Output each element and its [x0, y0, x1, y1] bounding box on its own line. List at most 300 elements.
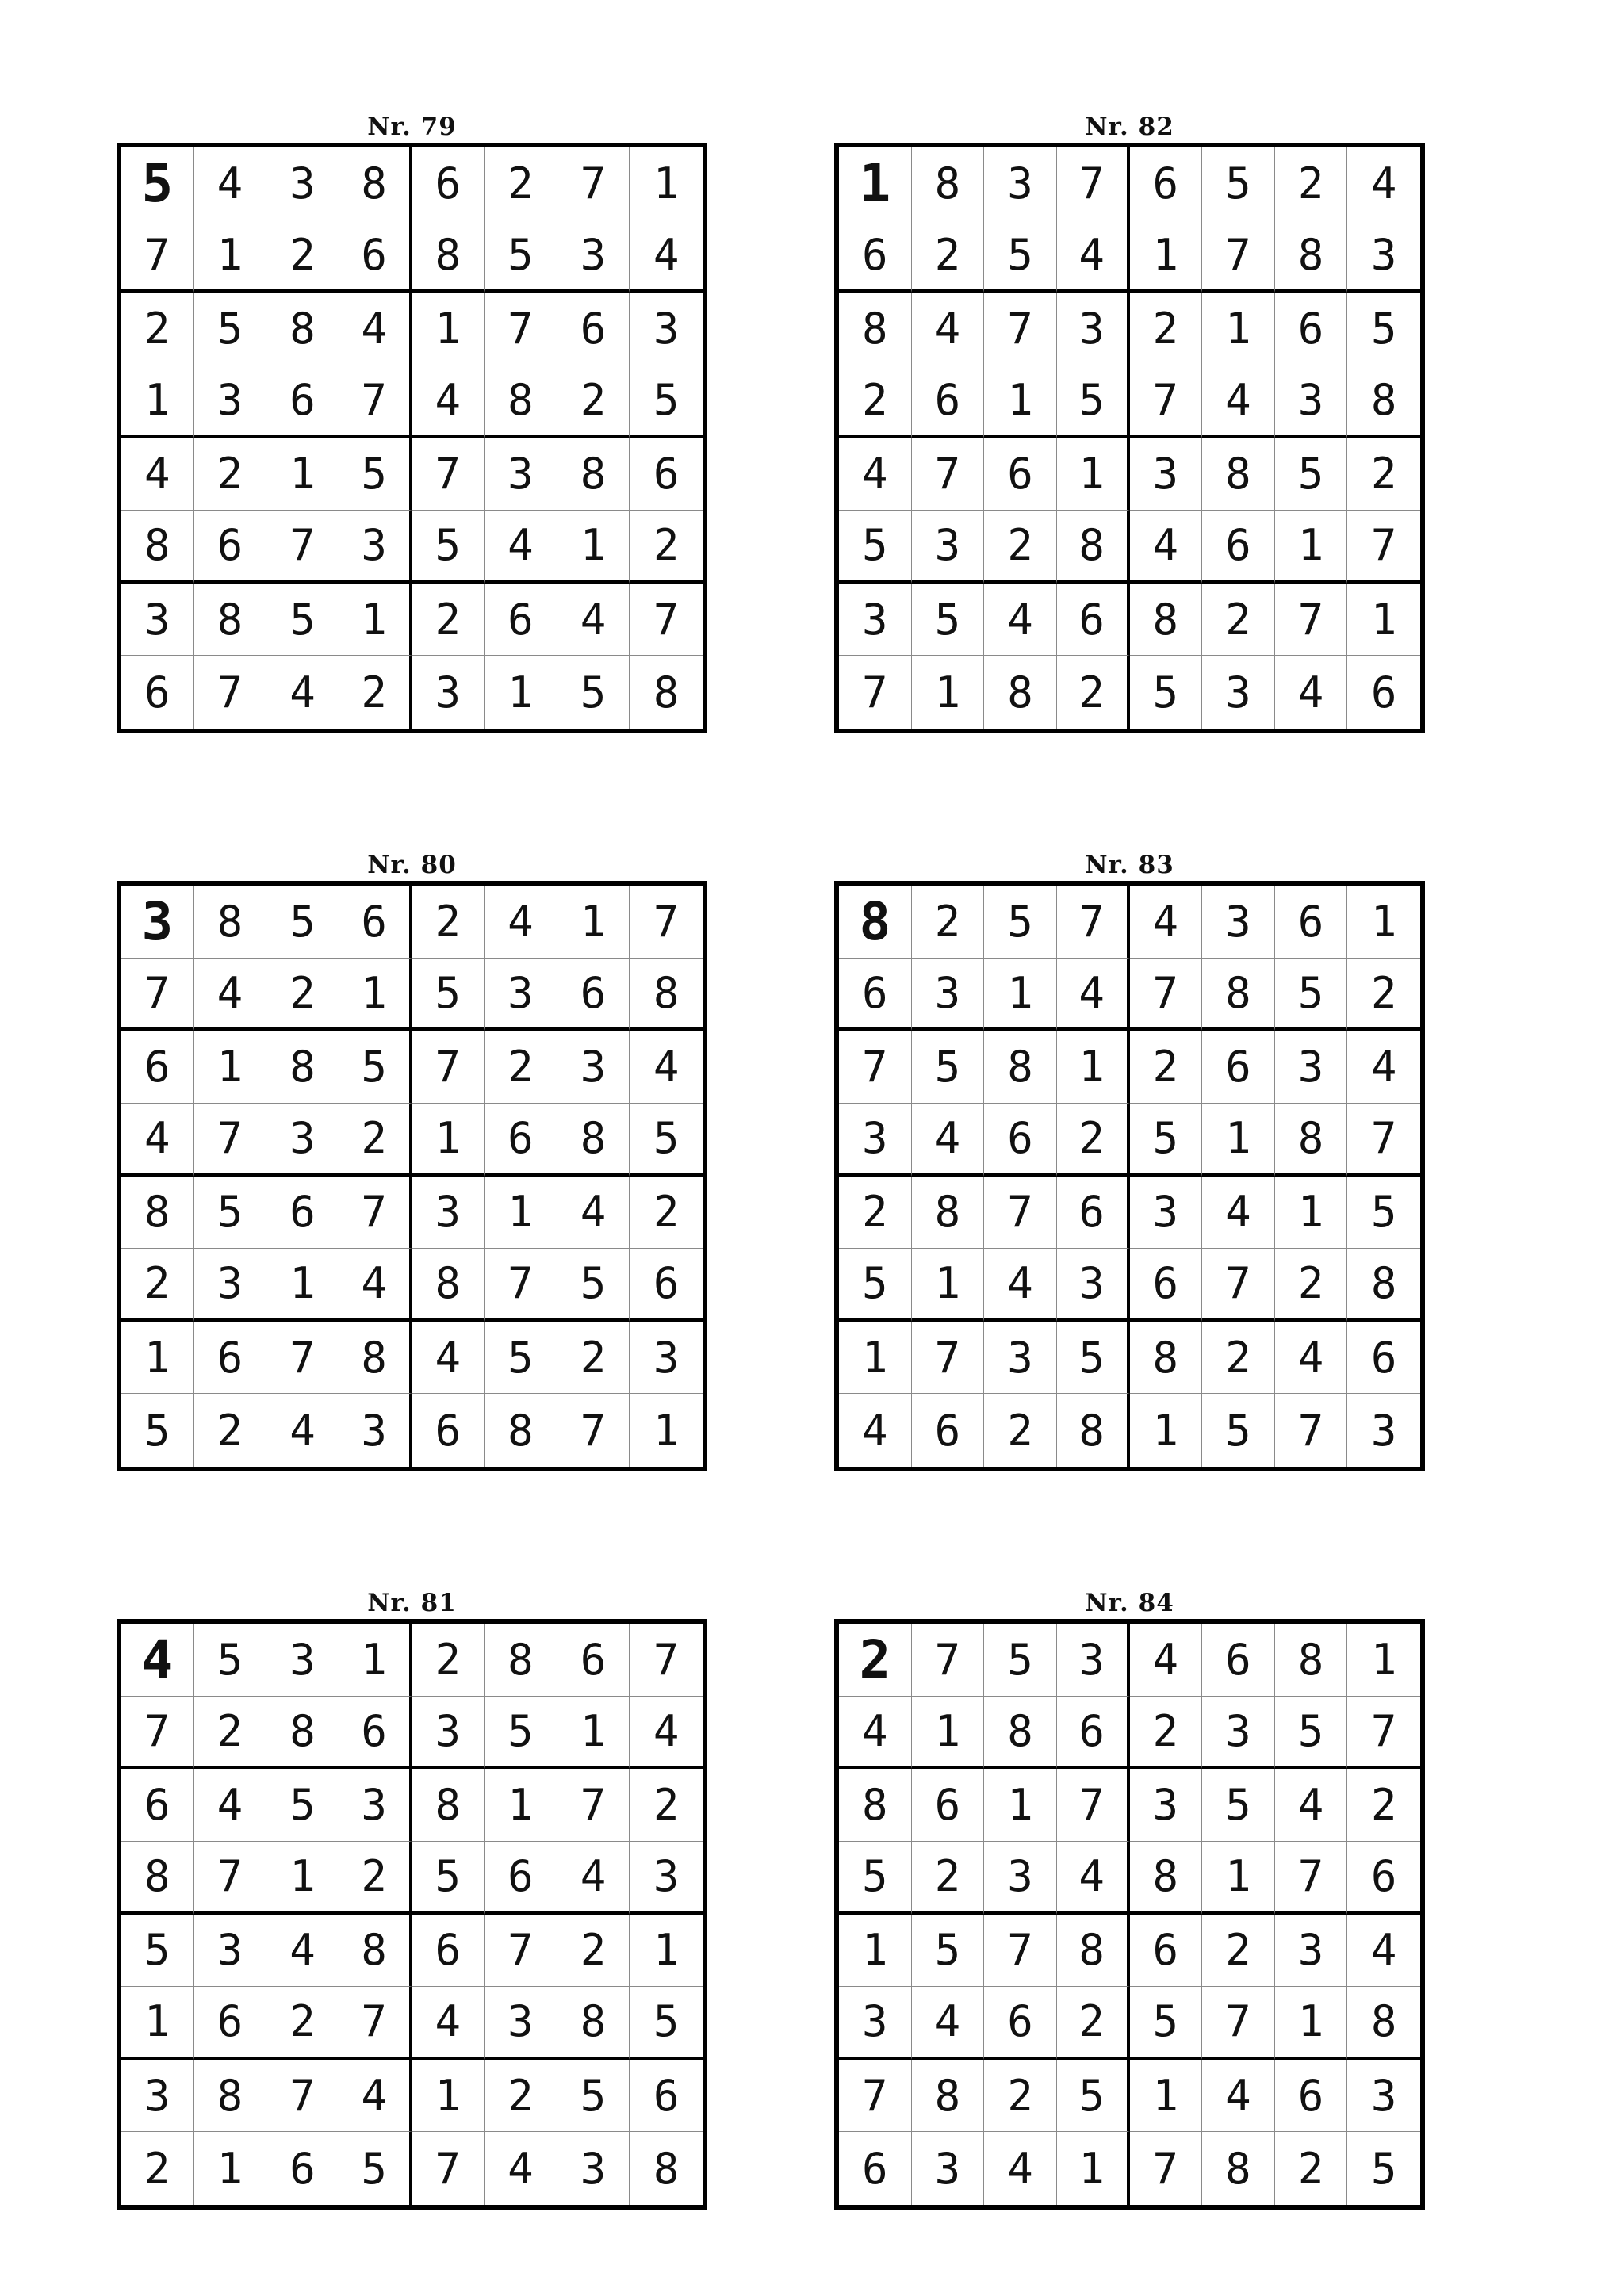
grid-cell: 6: [194, 1987, 267, 2060]
grid-cell: 3: [121, 2060, 194, 2133]
grid-cell: 5: [1275, 959, 1348, 1031]
grid-cell: 4: [557, 1177, 630, 1249]
grid-cell: 5: [1130, 1104, 1203, 1177]
grid-cell: 8: [121, 1177, 194, 1249]
grid-cell: 3: [1347, 2060, 1420, 2133]
grid-cell: 4: [1347, 147, 1420, 220]
grid-cell: 3: [1202, 886, 1275, 959]
grid-cell: 4: [121, 438, 194, 511]
sudoku-grid: [834, 881, 1425, 1471]
grid-cell: 1: [194, 1031, 267, 1104]
grid-cell: 1: [194, 220, 267, 293]
grid-cell: 1: [839, 147, 912, 220]
grid-cell: 5: [1347, 293, 1420, 365]
grid-cell: 6: [121, 656, 194, 729]
grid-cell: 5: [839, 511, 912, 584]
grid-cell: 7: [121, 959, 194, 1031]
grid-cell: 5: [557, 1249, 630, 1322]
grid-cell: 7: [839, 2060, 912, 2133]
grid-cell: 1: [412, 293, 485, 365]
grid-cell: 3: [194, 365, 267, 438]
grid-cell: 1: [630, 147, 703, 220]
grid-cell: 5: [1130, 1987, 1203, 2060]
grid-cell: 2: [1202, 584, 1275, 656]
grid-cell: 1: [339, 959, 412, 1031]
grid-cell: 2: [912, 1842, 985, 1915]
grid-cell: 7: [1275, 584, 1348, 656]
grid-cell: 4: [630, 1697, 703, 1770]
grid-cell: 2: [1057, 1987, 1130, 2060]
grid-cell: 4: [1202, 1177, 1275, 1249]
grid-cell: 5: [984, 886, 1057, 959]
grid-cell: 5: [194, 293, 267, 365]
grid-cell: 8: [1275, 220, 1348, 293]
grid-cell: 6: [1057, 1177, 1130, 1249]
grid-cell: 7: [1202, 1987, 1275, 2060]
grid-cell: 5: [839, 1249, 912, 1322]
grid-cell: 1: [485, 1769, 557, 1842]
grid-cell: 7: [194, 1842, 267, 1915]
grid-cell: 2: [194, 438, 267, 511]
grid-cell: 6: [339, 220, 412, 293]
grid-cell: 6: [121, 1769, 194, 1842]
grid-cell: 5: [412, 511, 485, 584]
grid-cell: 1: [1202, 1842, 1275, 1915]
grid-cell: 7: [1347, 1697, 1420, 1770]
grid-cell: 6: [557, 1624, 630, 1697]
grid-cell: 7: [1202, 1249, 1275, 1322]
grid-cell: 1: [412, 2060, 485, 2133]
grid-cell: 8: [839, 1769, 912, 1842]
grid-cell: 3: [630, 1842, 703, 1915]
sudoku-grid: [117, 143, 707, 733]
grid-cell: 8: [266, 1031, 339, 1104]
grid-cell: 4: [984, 2132, 1057, 2205]
grid-cell: 7: [121, 220, 194, 293]
grid-cell: 4: [1130, 511, 1203, 584]
grid-cell: 2: [984, 511, 1057, 584]
grid-cell: 8: [1202, 2132, 1275, 2205]
grid-cell: 1: [1057, 2132, 1130, 2205]
grid-cell: 4: [1275, 656, 1348, 729]
grid-cell: 6: [1202, 1031, 1275, 1104]
grid-cell: 7: [266, 511, 339, 584]
grid-cell: 4: [266, 656, 339, 729]
grid-cell: 6: [557, 293, 630, 365]
grid-cell: 6: [557, 959, 630, 1031]
grid-cell: 7: [1347, 511, 1420, 584]
grid-cell: 1: [1347, 1624, 1420, 1697]
grid-cell: 4: [630, 220, 703, 293]
grid-cell: 7: [339, 365, 412, 438]
grid-cell: 8: [557, 1104, 630, 1177]
grid-cell: 1: [653, 1405, 680, 1456]
grid-cell: 2: [557, 365, 630, 438]
grid-cell: 3: [266, 147, 339, 220]
grid-cell: 6: [1347, 1842, 1420, 1915]
sudoku-grid: [834, 143, 1425, 733]
grid-cell: 2: [1347, 438, 1420, 511]
grid-cell: 5: [339, 2132, 412, 2205]
grid-cell: 8: [839, 886, 912, 959]
grid-cell: 4: [266, 1394, 339, 1467]
grid-cell: 5: [194, 1177, 267, 1249]
grid-cell: 5: [912, 1915, 985, 1988]
grid-cell: 3: [1370, 1405, 1397, 1456]
grid-cell: 5: [339, 438, 412, 511]
grid-cell: 4: [630, 1031, 703, 1104]
grid-cell: 7: [557, 1769, 630, 1842]
grid-cell: 6: [485, 584, 557, 656]
grid-cell: 8: [984, 1697, 1057, 1770]
grid-cell: 3: [557, 2132, 630, 2205]
grid-cell: 4: [557, 1842, 630, 1915]
grid-cell: 7: [412, 2132, 485, 2205]
grid-cell: 7: [912, 1624, 985, 1697]
grid-cell: 3: [630, 293, 703, 365]
grid-cell: 2: [266, 959, 339, 1031]
grid-cell: 8: [912, 1177, 985, 1249]
grid-cell: 8: [1275, 1104, 1348, 1177]
grid-cell: 3: [339, 1769, 412, 1842]
grid-cell: 1: [412, 1104, 485, 1177]
grid-cell: 8: [485, 1394, 557, 1467]
grid-cell: 7: [984, 1177, 1057, 1249]
grid-cell: 5: [984, 220, 1057, 293]
grid-cell: 3: [1130, 1769, 1203, 1842]
grid-cell: 3: [1275, 365, 1348, 438]
grid-cell: 2: [412, 584, 485, 656]
grid-cell: 1: [1275, 1987, 1348, 2060]
grid-cell: 4: [1130, 886, 1203, 959]
grid-cell: 5: [1057, 1322, 1130, 1395]
grid-cell: 1: [630, 1915, 703, 1988]
grid-cell: 8: [1202, 959, 1275, 1031]
grid-cell: 4: [557, 584, 630, 656]
grid-cell: 5: [1057, 365, 1130, 438]
grid-cell: 6: [1275, 293, 1348, 365]
grid-cell: 7: [630, 1624, 703, 1697]
grid-cell: 7: [984, 293, 1057, 365]
grid-cell: 7: [1275, 1842, 1348, 1915]
grid-cell: 8: [984, 656, 1057, 729]
grid-cell: 2: [266, 1987, 339, 2060]
sudoku-grid: [117, 1619, 707, 2210]
sudoku-grid: [117, 881, 707, 1471]
grid-cell: 8: [653, 2143, 680, 2194]
grid-cell: 1: [912, 1249, 985, 1322]
grid-cell: 8: [194, 886, 267, 959]
grid-cell: 1: [1057, 1031, 1130, 1104]
grid-cell: 2: [485, 147, 557, 220]
grid-cell: 2: [412, 886, 485, 959]
grid-cell: 8: [339, 1322, 412, 1395]
grid-cell: 6: [839, 220, 912, 293]
grid-cell: 8: [1202, 438, 1275, 511]
puzzle-title: Nr. 81: [367, 1589, 457, 1617]
grid-cell: 5: [630, 1987, 703, 2060]
grid-cell: 8: [1275, 1624, 1348, 1697]
grid-cell: 1: [1130, 2060, 1203, 2133]
grid-cell: 7: [912, 438, 985, 511]
grid-cell: 7: [1057, 147, 1130, 220]
puzzle-title: Nr. 79: [367, 113, 457, 141]
grid-cell: 3: [912, 511, 985, 584]
grid-cell: 5: [1130, 656, 1203, 729]
grid-cell: 5: [839, 1842, 912, 1915]
grid-cell: 1: [194, 2132, 267, 2205]
grid-cell: 8: [1130, 1322, 1203, 1395]
grid-cell: 7: [912, 1322, 985, 1395]
grid-cell: 5: [1275, 1697, 1348, 1770]
grid-cell: 1: [1347, 584, 1420, 656]
grid-cell: 1: [984, 365, 1057, 438]
grid-cell: 8: [194, 2060, 267, 2133]
grid-cell: 7: [485, 1249, 557, 1322]
grid-cell: 2: [630, 1177, 703, 1249]
puzzle-title: Nr. 84: [1085, 1589, 1174, 1617]
grid-cell: 6: [984, 438, 1057, 511]
grid-cell: 3: [839, 584, 912, 656]
grid-cell: 5: [630, 1104, 703, 1177]
grid-cell: 3: [485, 1987, 557, 2060]
grid-cell: 8: [121, 511, 194, 584]
grid-cell: 6: [485, 1842, 557, 1915]
grid-cell: 6: [1275, 886, 1348, 959]
grid-cell: 4: [912, 293, 985, 365]
grid-cell: 3: [485, 959, 557, 1031]
grid-cell: 5: [1202, 1769, 1275, 1842]
grid-cell: 7: [1130, 2132, 1203, 2205]
grid-cell: 2: [1202, 1915, 1275, 1988]
grid-cell: 7: [485, 1915, 557, 1988]
grid-cell: 5: [557, 2060, 630, 2133]
grid-cell: 3: [1275, 1031, 1348, 1104]
grid-cell: 2: [194, 1697, 267, 1770]
grid-cell: 4: [912, 1104, 985, 1177]
grid-cell: 7: [1130, 959, 1203, 1031]
grid-cell: 2: [339, 656, 412, 729]
grid-cell: 2: [1202, 1322, 1275, 1395]
grid-cell: 5: [1202, 1394, 1275, 1467]
grid-cell: 5: [339, 1031, 412, 1104]
grid-cell: 1: [557, 886, 630, 959]
grid-cell: 8: [1057, 1915, 1130, 1988]
grid-cell: 3: [266, 1104, 339, 1177]
grid-cell: 5: [1202, 147, 1275, 220]
grid-cell: 2: [485, 1031, 557, 1104]
grid-cell: 8: [839, 293, 912, 365]
grid-cell: 8: [653, 667, 680, 718]
grid-cell: 3: [339, 1394, 412, 1467]
grid-cell: 7: [1057, 886, 1130, 959]
grid-cell: 8: [630, 959, 703, 1031]
grid-cell: 1: [485, 1177, 557, 1249]
grid-cell: 5: [912, 1031, 985, 1104]
grid-cell: 2: [839, 1177, 912, 1249]
grid-cell: 6: [630, 1249, 703, 1322]
grid-cell: 7: [1202, 220, 1275, 293]
grid-cell: 3: [266, 1624, 339, 1697]
grid-cell: 4: [1057, 1842, 1130, 1915]
grid-cell: 4: [984, 584, 1057, 656]
grid-cell: 5: [912, 584, 985, 656]
grid-cell: 2: [839, 1624, 912, 1697]
grid-cell: 2: [266, 220, 339, 293]
grid-cell: 2: [1275, 147, 1348, 220]
grid-cell: 2: [1347, 959, 1420, 1031]
grid-cell: 2: [557, 1915, 630, 1988]
grid-cell: 1: [984, 1769, 1057, 1842]
grid-cell: 3: [412, 1697, 485, 1770]
grid-cell: 4: [1202, 365, 1275, 438]
grid-cell: 1: [1275, 511, 1348, 584]
grid-cell: 3: [339, 511, 412, 584]
grid-cell: 4: [1057, 220, 1130, 293]
grid-cell: 5: [485, 1322, 557, 1395]
grid-cell: 6: [1202, 511, 1275, 584]
grid-cell: 3: [412, 656, 485, 729]
grid-cell: 7: [630, 886, 703, 959]
grid-cell: 1: [339, 584, 412, 656]
grid-cell: 6: [630, 2060, 703, 2133]
grid-cell: 4: [1057, 959, 1130, 1031]
grid-cell: 2: [339, 1842, 412, 1915]
grid-cell: 7: [557, 1394, 630, 1467]
grid-cell: 3: [1130, 438, 1203, 511]
grid-cell: 8: [1057, 511, 1130, 584]
grid-cell: 4: [194, 1769, 267, 1842]
grid-cell: 3: [912, 2132, 985, 2205]
grid-cell: 6: [839, 2132, 912, 2205]
grid-cell: 6: [194, 1322, 267, 1395]
grid-cell: 2: [1130, 1031, 1203, 1104]
grid-cell: 5: [412, 1842, 485, 1915]
grid-cell: 6: [1130, 1915, 1203, 1988]
grid-cell: 4: [485, 886, 557, 959]
grid-cell: 2: [485, 2060, 557, 2133]
grid-cell: 5: [1347, 1177, 1420, 1249]
grid-cell: 8: [121, 1842, 194, 1915]
grid-cell: 1: [266, 438, 339, 511]
grid-cell: 5: [412, 959, 485, 1031]
grid-cell: 1: [1057, 438, 1130, 511]
grid-cell: 2: [121, 1249, 194, 1322]
grid-cell: 8: [266, 1697, 339, 1770]
grid-cell: 4: [485, 2132, 557, 2205]
grid-cell: 1: [1130, 220, 1203, 293]
grid-cell: 6: [412, 147, 485, 220]
grid-cell: 8: [1347, 1987, 1420, 2060]
grid-cell: 2: [630, 1769, 703, 1842]
grid-cell: 8: [1130, 1842, 1203, 1915]
grid-cell: 1: [839, 1322, 912, 1395]
grid-cell: 2: [412, 1624, 485, 1697]
grid-cell: 8: [912, 147, 985, 220]
grid-cell: 2: [1130, 293, 1203, 365]
grid-cell: 7: [121, 1697, 194, 1770]
grid-cell: 3: [984, 1322, 1057, 1395]
grid-cell: 2: [194, 1394, 267, 1467]
puzzle-title: Nr. 80: [367, 851, 457, 879]
grid-cell: 4: [984, 1249, 1057, 1322]
grid-cell: 8: [485, 1624, 557, 1697]
grid-cell: 1: [912, 656, 985, 729]
grid-cell: 6: [266, 2132, 339, 2205]
grid-cell: 1: [1202, 1104, 1275, 1177]
grid-cell: 6: [912, 1394, 985, 1467]
grid-cell: 1: [121, 365, 194, 438]
grid-cell: 1: [839, 1915, 912, 1988]
grid-cell: 3: [839, 1987, 912, 2060]
grid-cell: 1: [266, 1249, 339, 1322]
grid-cell: 1: [1275, 1177, 1348, 1249]
grid-cell: 2: [1057, 1104, 1130, 1177]
grid-cell: 6: [1130, 147, 1203, 220]
grid-cell: 4: [121, 1624, 194, 1697]
grid-cell: 1: [121, 1987, 194, 2060]
grid-cell: 1: [1347, 886, 1420, 959]
grid-cell: 6: [1347, 1322, 1420, 1395]
grid-cell: 8: [1347, 365, 1420, 438]
grid-cell: 2: [557, 1322, 630, 1395]
grid-cell: 3: [839, 1104, 912, 1177]
grid-cell: 5: [121, 1915, 194, 1988]
grid-cell: 7: [1275, 1394, 1348, 1467]
grid-cell: 8: [485, 365, 557, 438]
grid-cell: 4: [839, 1697, 912, 1770]
grid-cell: 4: [412, 1322, 485, 1395]
grid-cell: 4: [339, 293, 412, 365]
grid-cell: 6: [1130, 1249, 1203, 1322]
grid-cell: 8: [984, 1031, 1057, 1104]
grid-cell: 1: [557, 511, 630, 584]
grid-cell: 6: [339, 1697, 412, 1770]
puzzle-title: Nr. 82: [1085, 113, 1174, 141]
grid-cell: 8: [339, 147, 412, 220]
grid-cell: 6: [1057, 584, 1130, 656]
grid-cell: 4: [412, 1987, 485, 2060]
grid-cell: 6: [339, 886, 412, 959]
grid-cell: 3: [630, 1322, 703, 1395]
grid-cell: 7: [1057, 1769, 1130, 1842]
grid-cell: 3: [912, 959, 985, 1031]
grid-cell: 6: [630, 438, 703, 511]
grid-cell: 4: [912, 1987, 985, 2060]
grid-cell: 1: [1130, 1394, 1203, 1467]
grid-cell: 6: [194, 511, 267, 584]
grid-cell: 6: [1370, 667, 1397, 718]
grid-cell: 7: [485, 293, 557, 365]
grid-cell: 2: [121, 2132, 194, 2205]
sudoku-grid: [834, 1619, 1425, 2210]
grid-cell: 2: [1347, 1769, 1420, 1842]
grid-cell: 3: [121, 584, 194, 656]
grid-cell: 6: [1202, 1624, 1275, 1697]
grid-cell: 3: [1130, 1177, 1203, 1249]
grid-cell: 5: [266, 886, 339, 959]
grid-cell: 8: [557, 1987, 630, 2060]
grid-cell: 4: [1275, 1769, 1348, 1842]
grid-cell: 3: [194, 1915, 267, 1988]
grid-cell: 6: [412, 1915, 485, 1988]
grid-cell: 2: [1275, 1249, 1348, 1322]
grid-cell: 6: [1275, 2060, 1348, 2133]
grid-cell: 4: [1347, 1915, 1420, 1988]
grid-cell: 8: [412, 1249, 485, 1322]
grid-cell: 8: [1347, 1249, 1420, 1322]
grid-cell: 4: [194, 959, 267, 1031]
